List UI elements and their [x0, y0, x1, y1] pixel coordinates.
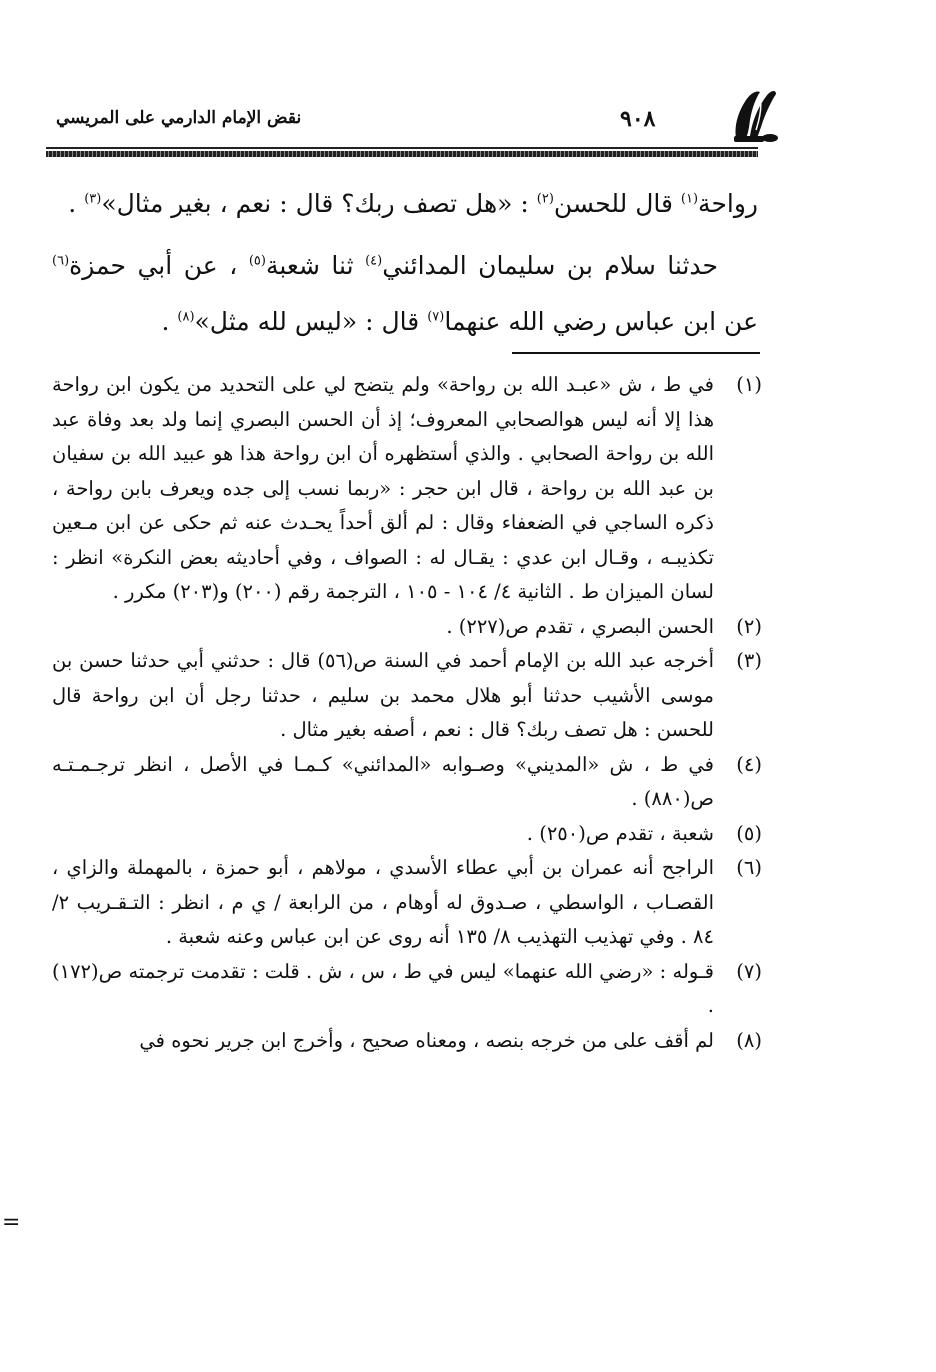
footnote-3: [52, 644, 762, 748]
footnote-divider: [512, 352, 760, 354]
footnote-text: قـوله : «رضي الله عنهما» ليس في ط ، س ، ش . قلت : تقدمت ترجمته ص(١٧٢) .: [52, 959, 714, 1017]
main-paragraph-1: [52, 176, 758, 232]
footnote-ref: (٢): [536, 191, 554, 207]
text-run: عن ابن عباس رضي الله عنهما: [444, 307, 758, 336]
footnote-number: (٨): [736, 1028, 762, 1052]
footnote-4: [52, 748, 762, 817]
footnote-text: في ط ، ش «عبـد الله بن رواحة» ولم يتضح لي على التحديد من يكون ابن رواحة هذا إلا أنه ليس هوالصحابي المعروف؛ إذ أن الحسن البصري إنما ولد بعد وفاة عبد الله بن رواحة الصحابي . والذي أستظهره أن ابن رواحة هذا هو عبيد الله بن سفيان بن عبد الله بن رواحة ، قال ابن حجر : «ربما نسب إلى جده ويعرف بابن رواحة ، ذكره الساجي في الضعفاء وقال : لم ألق أحداً يحـدث عنه ثم حكى عن ابن مـعين تكذيبـه ، وقـال ابن عدي : يقـال له : الصواف ، وفي أحاديثه بعض النكرة» انظر : لسان الميزان ط . الثانية ٤/ ١٠٤ - ١٠٥ ، الترجمة رقم (٢٠٠) و(٢٠٣) مكرر .: [52, 373, 714, 603]
footnote-1: [52, 368, 762, 610]
text-run: قال : «ليس لله مثل»: [194, 307, 428, 336]
footnote-text: أخرجه عبد الله بن الإمام أحمد في السنة ص(٥٦) قال : حدثني أبي حدثنا حسن بن موسى الأشيب حدثنا أبو هلال محمد بن سليم ، حدثنا رجل أن ابن رواحة قال للحسن : هل تصف ربك؟ قال : نعم ، أصفه بغير مثال .: [52, 649, 714, 741]
footnote-number: (٣): [736, 649, 762, 672]
footnote-number: (٤): [736, 752, 762, 776]
page-number: ٩٠٨: [620, 106, 656, 132]
continuation-mark: =: [2, 1210, 21, 1235]
header-rule-thin: [46, 147, 758, 149]
footnote-5: [52, 817, 762, 852]
text-run: قال للحسن: [553, 189, 681, 218]
footnote-number: (٧): [736, 959, 762, 983]
footnote-ref: (٣): [84, 191, 102, 207]
footnote-8: [52, 1024, 762, 1059]
footnote-text: شعبة ، تقدم ص(٢٥٠) .: [526, 821, 714, 845]
main-text: [52, 176, 758, 350]
footnote-ref: (٥): [248, 253, 266, 269]
footnote-number: (١): [736, 373, 762, 396]
footnote-2: [52, 610, 762, 645]
footnote-number: (٥): [736, 821, 762, 845]
footnote-ref: (٦): [52, 253, 70, 269]
footnote-text: في ط ، ش «المديني» وصـوابه «المدائني» كـمـا في الأصل ، انظر ترجـمـتـه ص(٨٨٠) .: [52, 752, 714, 810]
footnotes: [52, 368, 762, 1058]
text-run: ، عن أبي حمزة: [69, 251, 249, 280]
footnote-text: الراجح أنه عمران بن أبي عطاء الأسدي ، مولاهم ، أبو حمزة ، بالمهملة والزاي ، القصـاب ، الواسطي ، صـدوق له أوهام ، من الرابعة / ي م ، انظر : التـقـريب ٢/ ٨٤ . وفي تهذيب التهذيب ٨/ ١٣٥ أنه روى عن ابن عباس وعنه شعبة .: [52, 856, 714, 948]
main-paragraph-2: [52, 238, 758, 350]
footnote-7: [52, 955, 762, 1024]
text-run: : «هل تصف ربك؟ قال : نعم ، بغير مثال»: [101, 189, 537, 218]
footnote-text: الحسن البصري ، تقدم ص(٢٢٧) .: [446, 614, 714, 638]
footnote-ref: (١): [680, 191, 699, 207]
footnote-ref: (٤): [365, 253, 383, 269]
page-header: [40, 96, 760, 142]
book-title: نقض الإمام الدارمي على المريسي: [56, 108, 302, 128]
footnote-6: [52, 851, 762, 955]
text-run: حدثنا سلام بن سليمان المدائني: [382, 251, 718, 280]
text-run: .: [161, 307, 178, 336]
text-run: رواحة: [698, 189, 758, 218]
header-rule: [46, 151, 758, 157]
footnote-number: (٢): [736, 614, 762, 638]
text-run: .: [68, 189, 85, 218]
quill-inkwell-icon: [730, 86, 780, 144]
footnote-number: (٦): [736, 856, 762, 879]
text-run: ثنا شعبة: [265, 251, 366, 280]
footnote-ref: (٨): [177, 309, 195, 325]
footnote-ref: (٧): [427, 309, 445, 325]
footnote-text: لم أقف على من خرجه بنصه ، ومعناه صحيح ، وأخرج ابن جرير نحوه في: [139, 1028, 714, 1052]
